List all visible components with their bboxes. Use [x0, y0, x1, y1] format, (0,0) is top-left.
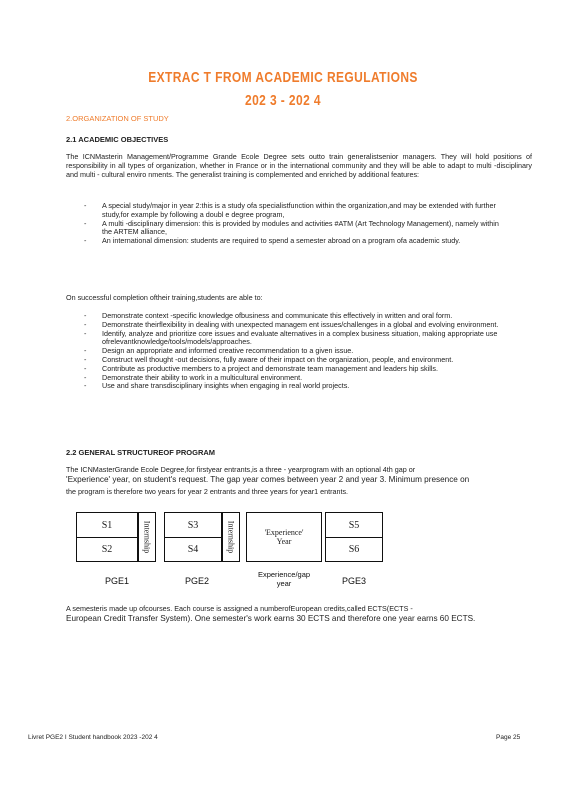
footer-page-number: Page 25 — [496, 734, 521, 741]
document-year: 202 3 - 202 4 — [245, 92, 321, 109]
list-item: - Demonstrate their ability to work in a multicultural environment. — [84, 374, 504, 383]
list-item: - Demonstrate theirflexibility in dealing with unexpected managem ent issues/challenges in a global and evolving environment. — [84, 321, 504, 330]
program-structure-diagram — [66, 508, 536, 598]
label-pge2: PGE2 — [184, 576, 209, 586]
semester-s1: S1 — [77, 513, 137, 538]
label-experience-gap-year: Experience/gap year — [257, 570, 311, 588]
semester-block-pge1 — [76, 512, 138, 562]
structure-paragraph-line2: 'Experience' year, on student's request. The gap year comes between year 2 and year 3. Minimum presence on — [66, 475, 470, 484]
label-pge1: PGE1 — [104, 576, 129, 586]
semester-s3: S3 — [165, 513, 221, 538]
ects-paragraph-line1: A semesteris made up ofcourses. Each course is assigned a numberofEuropean credits,called ECTS(ECTS - — [66, 604, 413, 613]
list-item: - Construct well thought -out decisions, fully aware of their impact on the organization, people, and environment. — [84, 356, 504, 365]
list-item: - A multi -disciplinary dimension: this is provided by modules and activities #ATM (Art Technology Management), namely within the ARTEM alliance, — [84, 220, 504, 238]
semester-block-pge3 — [325, 512, 383, 562]
list-item: - Design an appropriate and informed creative recommendation to a given issue. — [84, 347, 504, 356]
semester-s2: S2 — [101, 543, 113, 555]
outcomes-list — [84, 312, 504, 391]
semester-s4: S4 — [187, 543, 199, 555]
ects-paragraph-line2: European Credit Transfer System). One semester's work earns 30 ECTS and therefore one year earns 60 ECTS. — [66, 614, 476, 623]
internship-1: Internship — [138, 512, 156, 562]
structure-paragraph-line3: the program is therefore two years for year 2 entrants and three years for year1 entrants. — [66, 487, 349, 496]
semester-s6: S6 — [348, 543, 360, 555]
list-item: - Demonstrate context -specific knowledge ofbusiness and communicate this effectively in written and oral form. — [84, 312, 504, 321]
list-item: - An international dimension: students are required to spend a semester abroad on a program ofa academic study. — [84, 237, 504, 246]
outcomes-intro: On successful completion oftheir training,students are able to: — [66, 293, 263, 302]
structure-paragraph-line1: The ICNMasterGrande Ecole Degree,for firstyear entrants,is a three - yearprogram with an optional 4th gap or — [66, 465, 416, 474]
document-title: EXTRAC T FROM ACADEMIC REGULATIONS — [148, 69, 418, 86]
internship-2: Internship — [222, 512, 240, 562]
semester-s5: S5 — [326, 513, 382, 538]
heading-general-structure: 2.2 GENERAL STRUCTUREOF PROGRAM — [66, 448, 216, 457]
semester-block-pge2 — [164, 512, 222, 562]
heading-academic-objectives: 2.1 ACADEMIC OBJECTIVES — [66, 135, 169, 144]
list-item: - Contribute as productive members to a project and demonstrate team management and leaders hip skills. — [84, 365, 504, 374]
footer-left: Livret PGE2 I Student handbook 2023 -202 4 — [28, 734, 158, 741]
intro-paragraph: The ICNMasterin Management/Programme Grande Ecole Degree sets outto train generalistsenior managers. They will hold positions of responsibility in all types of organization, whether in France or in the international community and they will be able to adapt to multi -disciplinary and multi - cultural enviro nments. The generalist training is complemented and enriched by additional features: — [66, 152, 532, 180]
experience-year-box: 'Experience' Year — [246, 512, 322, 562]
list-item: - Identify, analyze and prioritize core issues and evaluate alternatives in a complex business situation, making appropriate use ofrelevantknowledge/tools/models/approaches. — [84, 330, 504, 348]
features-list — [84, 202, 504, 246]
list-item: - A special study/major in year 2:this is a study ofa specialistfunction within the organization,and may be extended with further study,for example by following a doubl e degree program, — [84, 202, 504, 220]
label-pge3: PGE3 — [341, 576, 366, 586]
list-item: - Use and share transdisciplinary insights when engaging in real world projects. — [84, 382, 504, 391]
section-heading-organization: 2.ORGANIZATION OF STUDY — [66, 114, 169, 123]
